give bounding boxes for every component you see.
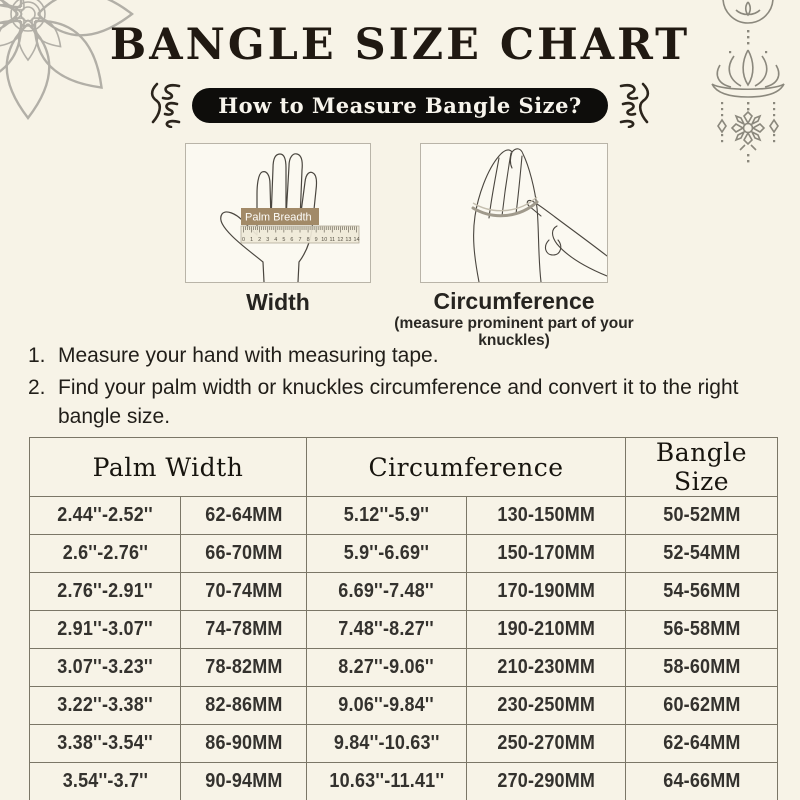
table-row — [30, 611, 778, 649]
table-cell: 8.27''-9.06'' — [307, 649, 467, 687]
squiggle-flourish-right-icon — [618, 82, 652, 128]
table-cell: 3.07''-3.23'' — [30, 649, 181, 687]
circumference-caption — [393, 289, 635, 349]
table-cell: 2.91''-3.07'' — [30, 611, 181, 649]
instruction-text: Find your palm width or knuckles circumference and convert it to the right bangle size. — [58, 376, 739, 428]
table-cell: 50-52MM — [626, 497, 778, 535]
table-cell: 190-210MM — [467, 611, 626, 649]
table-row — [30, 725, 778, 763]
svg-text:3: 3 — [266, 237, 270, 243]
table-cell: 3.54''-3.7'' — [30, 763, 181, 800]
size-table-header — [30, 438, 778, 497]
table-header-cell: Palm Width — [30, 438, 307, 497]
svg-text:12: 12 — [337, 237, 344, 243]
svg-text:2: 2 — [258, 237, 262, 243]
table-cell: 2.76''-2.91'' — [30, 573, 181, 611]
table-cell: 7.48''-8.27'' — [307, 611, 467, 649]
bangle-size-table — [29, 437, 778, 800]
width-illustration-box — [185, 143, 371, 283]
table-cell: 54-56MM — [626, 573, 778, 611]
table-cell: 5.12''-5.9'' — [307, 497, 467, 535]
table-cell: 60-62MM — [626, 687, 778, 725]
table-cell: 66-70MM — [181, 535, 307, 573]
table-row — [30, 687, 778, 725]
svg-text:11: 11 — [329, 237, 336, 243]
ruler-numbers — [242, 237, 360, 243]
instruction-text: Measure your hand with measuring tape. — [58, 344, 439, 367]
table-cell: 230-250MM — [467, 687, 626, 725]
svg-text:6: 6 — [290, 237, 294, 243]
width-caption: Width — [246, 289, 310, 315]
circumference-illustration-box — [420, 143, 608, 283]
table-cell: 70-74MM — [181, 573, 307, 611]
table-cell: 5.9''-6.69'' — [307, 535, 467, 573]
table-cell: 62-64MM — [626, 725, 778, 763]
table-cell: 2.6''-2.76'' — [30, 535, 181, 573]
table-cell: 62-64MM — [181, 497, 307, 535]
table-cell: 52-54MM — [626, 535, 778, 573]
banner-row — [0, 84, 800, 126]
svg-text:7: 7 — [298, 237, 302, 243]
banner-pill: How to Measure Bangle Size? — [192, 88, 608, 123]
hand-circumference-illustration-icon — [421, 144, 607, 282]
table-cell: 56-58MM — [626, 611, 778, 649]
svg-text:13: 13 — [345, 237, 352, 243]
instruction-item — [28, 373, 776, 431]
table-cell: 130-150MM — [467, 497, 626, 535]
table-cell: 82-86MM — [181, 687, 307, 725]
table-cell: 9.06''-9.84'' — [307, 687, 467, 725]
table-cell: 3.22''-3.38'' — [30, 687, 181, 725]
table-cell: 170-190MM — [467, 573, 626, 611]
table-cell: 64-66MM — [626, 763, 778, 800]
table-header-cell: Bangle Size — [626, 438, 778, 497]
table-row — [30, 763, 778, 800]
table-cell: 250-270MM — [467, 725, 626, 763]
table-cell: 6.69''-7.48'' — [307, 573, 467, 611]
instruction-item — [28, 341, 776, 370]
table-cell: 3.38''-3.54'' — [30, 725, 181, 763]
table-cell: 210-230MM — [467, 649, 626, 687]
table-row — [30, 649, 778, 687]
page-title: BANGLE SIZE CHART — [109, 20, 691, 70]
squiggle-flourish-left-icon — [148, 82, 182, 128]
table-cell: 2.44''-2.52'' — [30, 497, 181, 535]
table-row — [30, 535, 778, 573]
table-cell: 10.63''-11.41'' — [307, 763, 467, 800]
svg-text:9: 9 — [314, 237, 318, 243]
table-cell: 78-82MM — [181, 649, 307, 687]
svg-text:8: 8 — [306, 237, 310, 243]
palm-breadth-label: Palm Breadth — [245, 211, 312, 224]
svg-text:5: 5 — [282, 237, 286, 243]
table-cell: 90-94MM — [181, 763, 307, 800]
table-row — [30, 497, 778, 535]
circumference-caption-title: Circumference — [433, 288, 595, 314]
table-cell: 150-170MM — [467, 535, 626, 573]
hand-ruler-illustration-icon — [186, 144, 370, 282]
table-row — [30, 573, 778, 611]
svg-text:4: 4 — [274, 237, 278, 243]
circumference-caption-sub: (measure prominent part of your knuckles) — [394, 315, 634, 349]
table-cell: 74-78MM — [181, 611, 307, 649]
svg-text:14: 14 — [353, 237, 360, 243]
instruction-number: 1. — [28, 344, 46, 367]
svg-text:0: 0 — [242, 237, 245, 243]
instruction-number: 2. — [28, 376, 46, 399]
table-cell: 58-60MM — [626, 649, 778, 687]
table-cell: 86-90MM — [181, 725, 307, 763]
table-header-cell: Circumference — [307, 438, 626, 497]
table-cell: 9.84''-10.63'' — [307, 725, 467, 763]
instructions-list — [28, 341, 776, 434]
size-table-body — [30, 497, 778, 800]
table-cell: 270-290MM — [467, 763, 626, 800]
svg-text:1: 1 — [250, 237, 254, 243]
svg-text:10: 10 — [321, 237, 328, 243]
